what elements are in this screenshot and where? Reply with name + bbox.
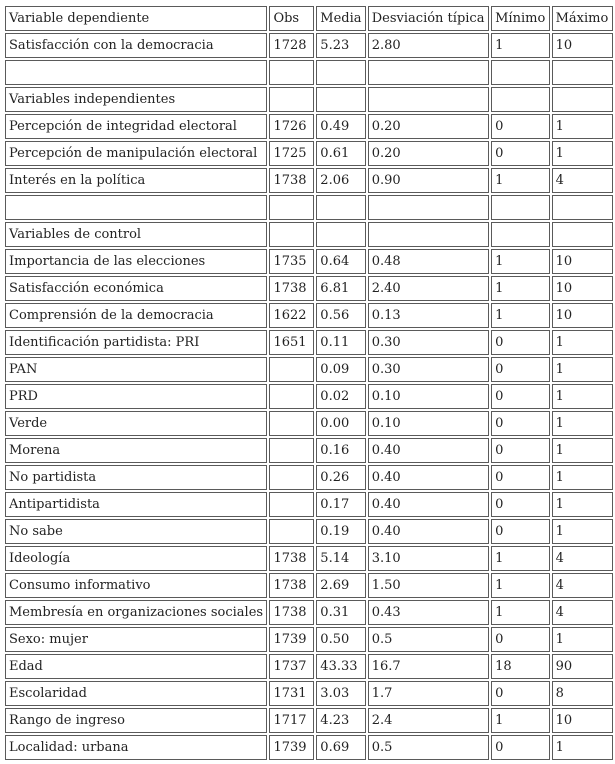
cell-variable: Verde [5, 411, 267, 436]
cell-mean: 0.17 [316, 492, 365, 517]
cell-max: 10 [552, 249, 613, 274]
cell-sd: 0.40 [368, 519, 489, 544]
table-row [5, 87, 613, 112]
cell-min: 1 [491, 303, 549, 328]
cell-variable: Ideología [5, 546, 267, 571]
cell-sd [368, 60, 489, 85]
header-mean: Media [316, 6, 365, 31]
table-row [5, 654, 613, 679]
cell-sd: 0.20 [368, 141, 489, 166]
cell-sd: 0.10 [368, 384, 489, 409]
cell-variable: Localidad: urbana [5, 735, 267, 760]
table-row [5, 384, 613, 409]
cell-mean: 4.23 [316, 708, 365, 733]
cell-variable: PRD [5, 384, 267, 409]
header-min: Mínimo [491, 6, 549, 31]
cell-mean: 0.09 [316, 357, 365, 382]
cell-variable: Satisfacción económica [5, 276, 267, 301]
cell-min: 0 [491, 492, 549, 517]
cell-min: 0 [491, 735, 549, 760]
header-max: Máximo [552, 6, 613, 31]
cell-mean: 0.16 [316, 438, 365, 463]
cell-sd: 1.50 [368, 573, 489, 598]
cell-sd: 0.10 [368, 411, 489, 436]
cell-variable: Morena [5, 438, 267, 463]
table-row [5, 60, 613, 85]
table-row [5, 357, 613, 382]
cell-sd: 0.20 [368, 114, 489, 139]
header-sd: Desviación típica [368, 6, 489, 31]
cell-sd: 2.4 [368, 708, 489, 733]
cell-min: 1 [491, 276, 549, 301]
cell-obs: 1717 [269, 708, 314, 733]
cell-min: 0 [491, 357, 549, 382]
cell-min: 1 [491, 708, 549, 733]
cell-variable: Edad [5, 654, 267, 679]
cell-max [552, 195, 613, 220]
cell-min: 0 [491, 114, 549, 139]
cell-mean: 0.19 [316, 519, 365, 544]
cell-variable: Consumo informativo [5, 573, 267, 598]
cell-max: 1 [552, 519, 613, 544]
cell-mean: 6.81 [316, 276, 365, 301]
cell-variable: Percepción de manipulación electoral [5, 141, 267, 166]
cell-max: 1 [552, 330, 613, 355]
cell-min: 1 [491, 546, 549, 571]
cell-variable: No partidista [5, 465, 267, 490]
cell-mean [316, 60, 365, 85]
cell-sd: 2.80 [368, 33, 489, 58]
cell-mean: 0.69 [316, 735, 365, 760]
cell-mean: 0.49 [316, 114, 365, 139]
cell-mean: 0.50 [316, 627, 365, 652]
table-row [5, 411, 613, 436]
cell-mean: 0.56 [316, 303, 365, 328]
cell-sd: 0.40 [368, 465, 489, 490]
cell-min [491, 87, 549, 112]
cell-variable: Escolaridad [5, 681, 267, 706]
cell-sd: 0.30 [368, 330, 489, 355]
cell-obs: 1731 [269, 681, 314, 706]
cell-mean: 5.23 [316, 33, 365, 58]
cell-obs: 1728 [269, 33, 314, 58]
table-row [5, 330, 613, 355]
cell-max: 1 [552, 384, 613, 409]
table-row [5, 195, 613, 220]
cell-min: 1 [491, 600, 549, 625]
cell-obs: 1738 [269, 168, 314, 193]
table-row [5, 168, 613, 193]
cell-variable: Interés en la política [5, 168, 267, 193]
cell-max: 10 [552, 33, 613, 58]
table-row [5, 735, 613, 760]
cell-mean: 2.06 [316, 168, 365, 193]
descriptive-statistics-table [3, 4, 615, 762]
cell-mean [316, 87, 365, 112]
cell-obs [269, 438, 314, 463]
table-row [5, 492, 613, 517]
cell-min: 0 [491, 411, 549, 436]
cell-mean: 0.64 [316, 249, 365, 274]
table-row [5, 303, 613, 328]
cell-variable: Rango de ingreso [5, 708, 267, 733]
cell-min: 1 [491, 33, 549, 58]
table-row [5, 519, 613, 544]
cell-max: 10 [552, 708, 613, 733]
cell-obs: 1735 [269, 249, 314, 274]
cell-obs: 1726 [269, 114, 314, 139]
cell-max [552, 222, 613, 247]
cell-min: 1 [491, 168, 549, 193]
cell-obs: 1737 [269, 654, 314, 679]
table-row [5, 465, 613, 490]
cell-sd: 2.40 [368, 276, 489, 301]
cell-sd: 0.43 [368, 600, 489, 625]
cell-max: 10 [552, 303, 613, 328]
cell-obs [269, 411, 314, 436]
cell-obs: 1738 [269, 546, 314, 571]
cell-max: 1 [552, 141, 613, 166]
table-row [5, 438, 613, 463]
cell-variable: Percepción de integridad electoral [5, 114, 267, 139]
cell-mean: 0.31 [316, 600, 365, 625]
cell-sd: 1.7 [368, 681, 489, 706]
cell-variable: Membresía en organizaciones sociales [5, 600, 267, 625]
cell-obs: 1739 [269, 627, 314, 652]
cell-obs: 1651 [269, 330, 314, 355]
cell-max: 1 [552, 411, 613, 436]
cell-min: 0 [491, 384, 549, 409]
cell-sd: 0.5 [368, 627, 489, 652]
cell-sd [368, 222, 489, 247]
cell-mean: 43.33 [316, 654, 365, 679]
cell-mean [316, 222, 365, 247]
cell-obs [269, 87, 314, 112]
cell-obs [269, 222, 314, 247]
cell-mean: 0.26 [316, 465, 365, 490]
header-row [5, 6, 613, 31]
cell-sd: 0.13 [368, 303, 489, 328]
cell-min [491, 60, 549, 85]
cell-min: 0 [491, 141, 549, 166]
header-obs: Obs [269, 6, 314, 31]
cell-obs: 1738 [269, 573, 314, 598]
cell-max: 1 [552, 357, 613, 382]
cell-max: 1 [552, 114, 613, 139]
cell-max: 8 [552, 681, 613, 706]
table-row [5, 708, 613, 733]
cell-obs: 1725 [269, 141, 314, 166]
cell-obs: 1738 [269, 600, 314, 625]
cell-mean: 0.61 [316, 141, 365, 166]
cell-min: 0 [491, 438, 549, 463]
table-row [5, 681, 613, 706]
cell-obs [269, 519, 314, 544]
cell-min: 0 [491, 681, 549, 706]
cell-sd: 0.30 [368, 357, 489, 382]
table-row [5, 33, 613, 58]
cell-variable: Importancia de las elecciones [5, 249, 267, 274]
cell-max [552, 87, 613, 112]
cell-max: 4 [552, 573, 613, 598]
cell-sd [368, 195, 489, 220]
cell-mean: 0.00 [316, 411, 365, 436]
cell-mean: 0.02 [316, 384, 365, 409]
cell-obs [269, 195, 314, 220]
cell-variable: Satisfacción con la democracia [5, 33, 267, 58]
cell-obs [269, 465, 314, 490]
cell-variable: Antipartidista [5, 492, 267, 517]
cell-max: 1 [552, 627, 613, 652]
cell-variable: Identificación partidista: PRI [5, 330, 267, 355]
cell-sd: 0.5 [368, 735, 489, 760]
cell-variable: Variables independientes [5, 87, 267, 112]
cell-mean [316, 195, 365, 220]
cell-sd: 16.7 [368, 654, 489, 679]
cell-max: 4 [552, 168, 613, 193]
cell-obs: 1622 [269, 303, 314, 328]
cell-sd: 0.40 [368, 438, 489, 463]
cell-max: 4 [552, 600, 613, 625]
cell-variable: PAN [5, 357, 267, 382]
cell-obs [269, 492, 314, 517]
cell-max: 1 [552, 438, 613, 463]
cell-obs [269, 357, 314, 382]
table-row [5, 600, 613, 625]
table-row [5, 546, 613, 571]
cell-min: 1 [491, 573, 549, 598]
cell-variable [5, 60, 267, 85]
cell-min: 0 [491, 330, 549, 355]
table-body [5, 6, 613, 760]
cell-max [552, 60, 613, 85]
cell-max: 1 [552, 492, 613, 517]
cell-min [491, 222, 549, 247]
cell-obs [269, 60, 314, 85]
header-variable: Variable dependiente [5, 6, 267, 31]
cell-mean: 3.03 [316, 681, 365, 706]
cell-sd: 3.10 [368, 546, 489, 571]
table-row [5, 141, 613, 166]
cell-variable: Variables de control [5, 222, 267, 247]
table-row [5, 114, 613, 139]
cell-variable: No sabe [5, 519, 267, 544]
cell-max: 4 [552, 546, 613, 571]
cell-sd: 0.48 [368, 249, 489, 274]
cell-sd: 0.90 [368, 168, 489, 193]
cell-min: 0 [491, 465, 549, 490]
cell-min: 18 [491, 654, 549, 679]
table-row [5, 573, 613, 598]
table-row [5, 249, 613, 274]
cell-obs: 1738 [269, 276, 314, 301]
cell-sd [368, 87, 489, 112]
cell-min: 0 [491, 519, 549, 544]
cell-sd: 0.40 [368, 492, 489, 517]
cell-variable: Comprensión de la democracia [5, 303, 267, 328]
cell-variable [5, 195, 267, 220]
cell-mean: 5.14 [316, 546, 365, 571]
cell-obs: 1739 [269, 735, 314, 760]
cell-max: 1 [552, 735, 613, 760]
cell-mean: 2.69 [316, 573, 365, 598]
cell-min: 1 [491, 249, 549, 274]
table-row [5, 276, 613, 301]
cell-max: 90 [552, 654, 613, 679]
cell-mean: 0.11 [316, 330, 365, 355]
table-row [5, 627, 613, 652]
table-row [5, 222, 613, 247]
cell-max: 1 [552, 465, 613, 490]
cell-max: 10 [552, 276, 613, 301]
cell-min: 0 [491, 627, 549, 652]
cell-min [491, 195, 549, 220]
cell-variable: Sexo: mujer [5, 627, 267, 652]
cell-obs [269, 384, 314, 409]
